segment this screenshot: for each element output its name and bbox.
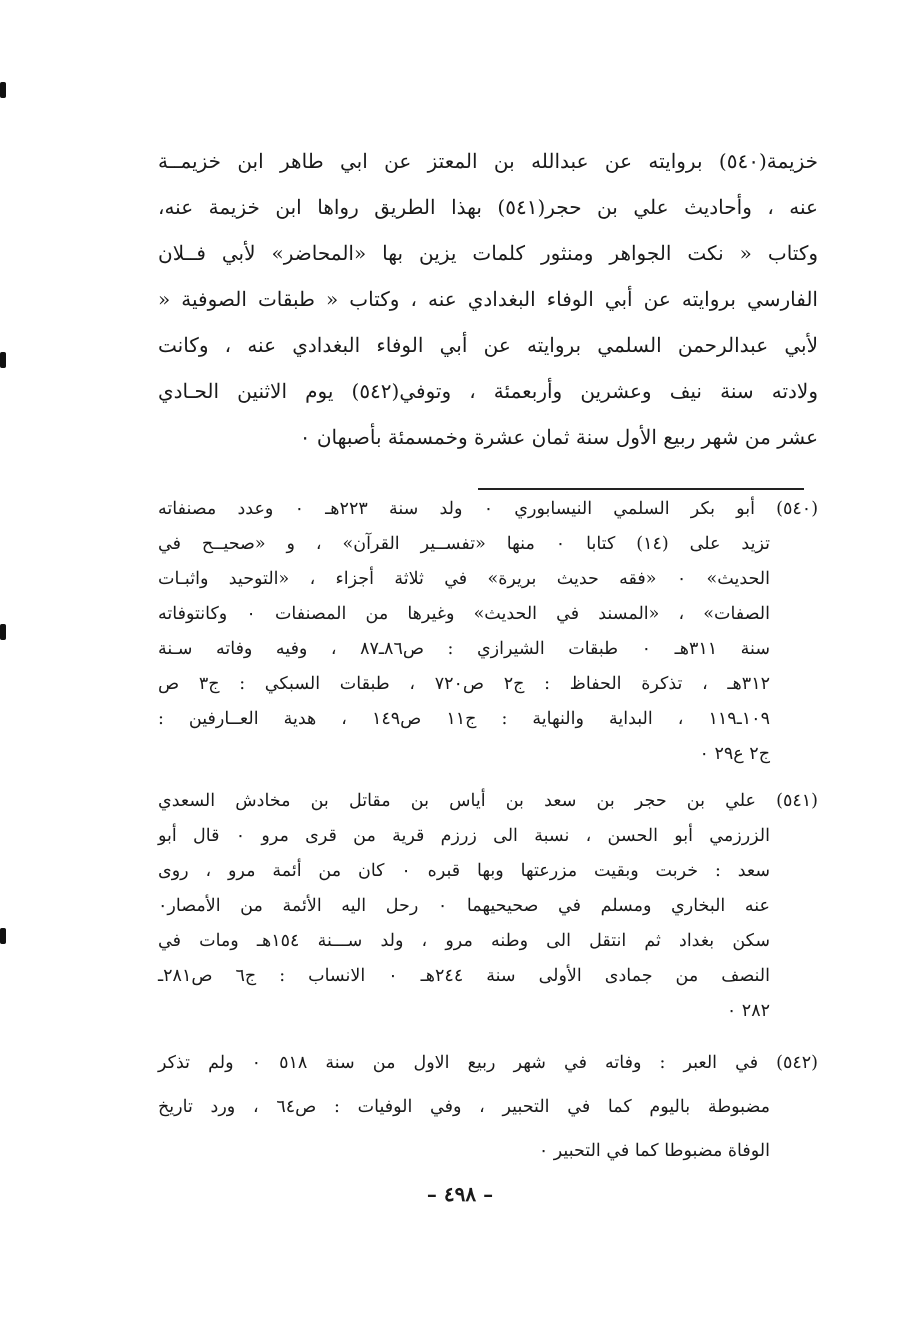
footnote-541 [158,784,818,1029]
margin-mark [0,624,6,640]
footnote-line: (٥٤٠) أبو بكر السلمي النيسابوري ٠ ولد سنة ٢٢٣هـ ٠ وعدد مصنفاته [158,499,819,519]
footnote-line: ٣١٢هـ ، تذكرة الحفاظ : ج٢ ص٧٢٠ ، طبقات السبكي : ج٣ ص [158,674,770,694]
footnote-line: الزرزمي أبو الحسن ، نسبة الى زرزم قرية من قرى مرو ٠ قال أبو [158,826,770,846]
main-text-line: عنه ، وأحاديث علي بن حجر(٥٤١) بهذا الطريق رواها ابن خزيمة عنه، [158,195,818,219]
footnote-line: الحديث» ٠ «فقه حديث بريرة» في ثلاثة أجزاء ، «التوحيد واثبـات [158,569,770,589]
main-text-line: الفارسي بروايته عن أبي الوفاء البغدادي عنه ، وكتاب « طبقات الصوفية « [158,287,818,311]
main-text-line: ولادته سنة نيف وعشرين وأربعمئة ، وتوفي(٥٤٢) يوم الاثنين الحـادي [158,379,818,403]
main-text-block [158,138,818,460]
footnote-line: النصف من جمادى الأولى سنة ٢٤٤هـ ٠ الانساب : ج٦ ص٢٨١ـ [158,966,770,986]
main-text-line: خزيمة(٥٤٠) بروايته عن عبدالله بن المعتز عن ابي طاهر ابن خزيمــة [158,149,818,173]
footnote-line: (٥٤٢) في العبر : وفاته في شهر ربيع الاول من سنة ٥١٨ ٠ ولم تذكر [158,1053,818,1073]
footnote-line: مضبوطة باليوم كما في التحبير ، وفي الوفيات : ص٦٤ ، ورد تاريخ [158,1097,770,1117]
footnote-line: ٢٨٢ ٠ [726,1001,770,1021]
footnote-line: (٥٤١) علي بن حجر بن سعد بن أياس بن مقاتل بن مخادش السعدي [158,791,818,811]
footnote-line: سنة ٣١١هـ ٠ طبقات الشيرازي : ص٨٦ـ٨٧ ، وفيه وفاته سـنة [158,639,770,659]
footnote-line: الصفات» ، «المسند في الحديث» وغيرها من المصنفات ٠ وكانتوفاته [158,604,771,624]
footnote-separator-rule [478,488,804,490]
footnotes-block [158,492,818,1185]
main-text-line: لأبي عبدالرحمن السلمي بروايته عن أبي الوفاء البغدادي عنه ، وكانت [158,333,818,357]
footnote-line: ١٠٩ـ١١٩ ، البداية والنهاية : ج١١ ص١٤٩ ، هدية العــارفين : [158,709,770,729]
main-text-line: وكتاب « نكت الجواهر ومنثور كلمات يزين بها «المحاضر» لأبي فــلان [158,241,818,265]
page-number: – ٤٩٨ – [426,1182,494,1206]
margin-mark [0,928,6,944]
margin-mark [0,352,6,368]
footnote-line: الوفاة مضبوطا كما في التحبير ٠ [538,1141,770,1161]
footnote-line: سكن بغداد ثم انتقل الى وطنه مرو ، ولد ســـنة ١٥٤هـ ومات في [158,931,770,951]
main-text-line: عشر من شهر ربيع الأول سنة ثمان عشرة وخمسمئة بأصبهان ٠ [299,425,818,449]
footnote-540 [158,492,818,772]
footnote-542 [158,1041,818,1173]
footnote-line: سعد : خربت وبقيت مزرعتها وبها قبره ٠ كان من أئمة مرو ، روى [158,861,770,881]
footnote-line: عنه البخاري ومسلم في صحيحيهما ٠ رحل اليه الأئمة من الأمصار٠ [158,896,770,916]
footnote-line: ج٢ ع٢٩ ٠ [699,744,770,764]
margin-mark [0,82,6,98]
footnote-line: تزيد على (١٤) كتابا ٠ منها «تفســير القرآن» ، و «صحيــح في [158,534,770,554]
